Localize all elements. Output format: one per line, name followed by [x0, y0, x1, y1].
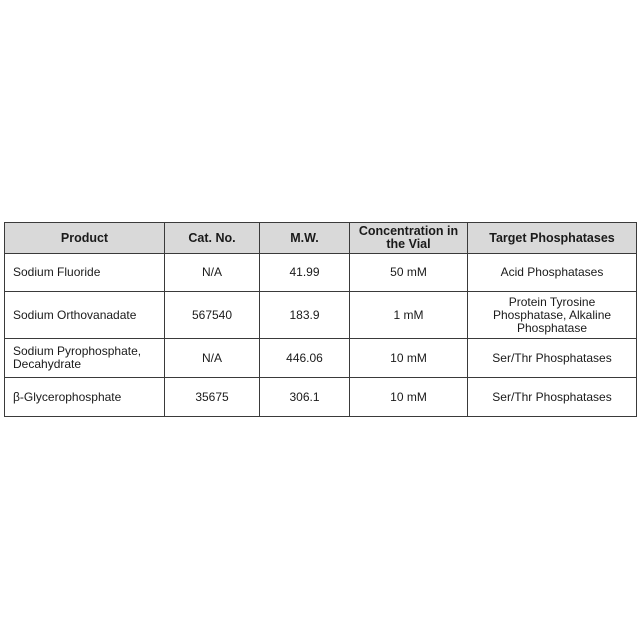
cell-concentration: 1 mM [350, 292, 468, 339]
cell-cat-no: 567540 [165, 292, 260, 339]
cell-target: Ser/Thr Phosphatases [468, 378, 637, 417]
table-row [5, 339, 637, 378]
cell-mw: 446.06 [260, 339, 350, 378]
phosphatase-inhibitor-table [4, 222, 637, 417]
cell-mw: 306.1 [260, 378, 350, 417]
header-mw: M.W. [260, 223, 350, 254]
cell-mw: 183.9 [260, 292, 350, 339]
header-product: Product [5, 223, 165, 254]
table-row [5, 254, 637, 292]
header-cat-no: Cat. No. [165, 223, 260, 254]
cell-product: β-Glycerophosphate [5, 378, 165, 417]
cell-mw: 41.99 [260, 254, 350, 292]
cell-target: Acid Phosphatases [468, 254, 637, 292]
cell-product: Sodium Orthovanadate [5, 292, 165, 339]
cell-cat-no: 35675 [165, 378, 260, 417]
table-row [5, 292, 637, 339]
cell-cat-no: N/A [165, 339, 260, 378]
cell-product: Sodium Pyrophosphate, Decahydrate [5, 339, 165, 378]
table-header-row [5, 223, 637, 254]
cell-concentration: 50 mM [350, 254, 468, 292]
phosphatase-inhibitor-table-container [4, 222, 636, 417]
table-row [5, 378, 637, 417]
cell-cat-no: N/A [165, 254, 260, 292]
cell-target: Ser/Thr Phosphatases [468, 339, 637, 378]
cell-concentration: 10 mM [350, 339, 468, 378]
cell-target: Protein Tyrosine Phosphatase, Alkaline Phosphatase [468, 292, 637, 339]
header-concentration: Concentration in the Vial [350, 223, 468, 254]
cell-product: Sodium Fluoride [5, 254, 165, 292]
cell-concentration: 10 mM [350, 378, 468, 417]
header-target-phosphatases: Target Phosphatases [468, 223, 637, 254]
